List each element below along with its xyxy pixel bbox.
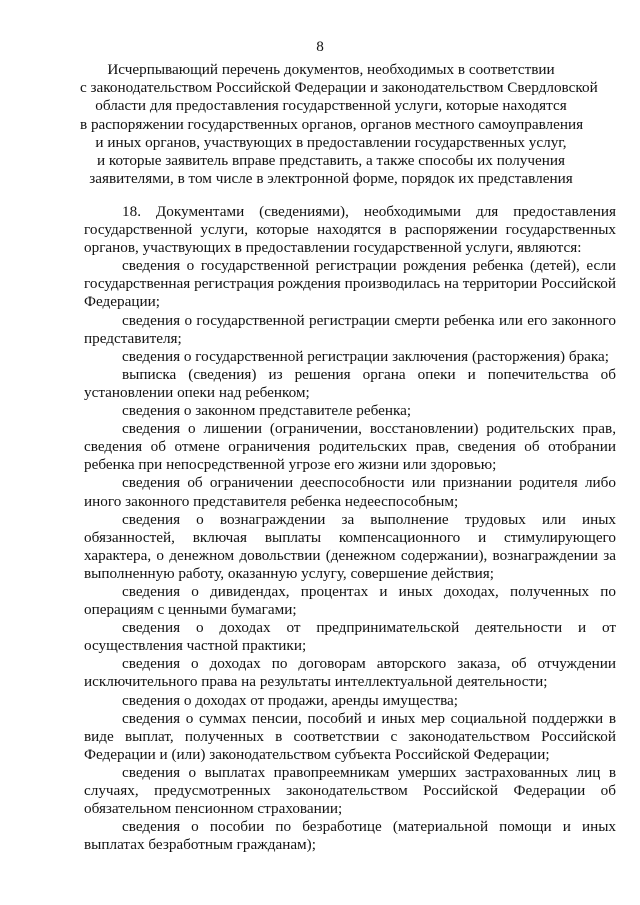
- heading-line: заявителями, в том числе в электронной форме, порядок их представления: [89, 170, 573, 188]
- heading-line: в распоряжении государственных органов, органов местного самоуправления: [80, 115, 584, 133]
- list-item-guardianship-extract: выписка (сведения) из решения органа опеки и попечительства об установлении опеки над ребенком;: [84, 365, 616, 401]
- heading-line: и иных органов, участвующих в предоставлении государственных услуг,: [95, 133, 567, 151]
- list-item-parental-rights: сведения о лишении (ограничении, восстановлении) родительских прав, сведения об отмене ограничения родительских прав, сведения об отобрании ребенка при непосредственной угрозе его жизни или здоровью;: [84, 420, 616, 474]
- list-item-legal-representative: сведения о законном представителе ребенка;: [122, 402, 412, 420]
- list-item-remuneration: сведения о вознаграждении за выполнение трудовых или иных обязанностей, включая выплаты компенсационного и стимулирующего характера, о денежном довольствии (денежном содержании), вознаграждении за выполненную работу, оказанную услугу, совершение действия;: [84, 510, 616, 582]
- list-item-copyright-income: сведения о доходах по договорам авторского заказа, об отчуждении исключительного права на результаты интеллектуальной деятельности;: [84, 655, 616, 691]
- section-heading: [80, 61, 598, 188]
- list-item-business-income: сведения о доходах от предпринимательской деятельности и от осуществления частной практики;: [84, 619, 616, 655]
- list-item-unemployment-benefit: сведения о пособии по безработице (материальной помощи и иных выплатах безработным гражданам);: [84, 818, 616, 854]
- list-item-legal-capacity: сведения об ограничении дееспособности или признании родителя либо иного законного представителя ребенка недееспособным;: [84, 474, 616, 510]
- document-body: [84, 203, 616, 854]
- heading-line: Исчерпывающий перечень документов, необходимых в соответствии: [107, 61, 555, 78]
- list-item-pensions-benefits: сведения о суммах пенсии, пособий и иных мер социальной поддержки в виде выплат, полученных в соответствии с законодательством Российской Федерации и (или) законодательством субъекта Российской Федерации;: [84, 709, 616, 763]
- heading-line: с законодательством Российской Федерации и законодательством Свердловской: [80, 79, 598, 97]
- page-number: 8: [316, 38, 324, 55]
- list-item-death-registration: сведения о государственной регистрации смерти ребенка или его законного представителя;: [84, 311, 616, 347]
- list-item-marriage-registration: сведения о государственной регистрации заключения (расторжения) брака;: [122, 347, 610, 365]
- paragraph-18-intro: 18. Документами (сведениями), необходимыми для предоставления государственной услуги, которые находятся в распоряжении государственных органов, участвующих в предоставлении государственной услуги, являются:: [84, 203, 616, 257]
- list-item-property-income: сведения о доходах от продажи, аренды имущества;: [122, 691, 459, 709]
- list-item-successor-payments: сведения о выплатах правопреемникам умерших застрахованных лиц в случаях, предусмотренных законодательством Российской Федерации об обязательном пенсионном страховании;: [84, 763, 616, 818]
- list-item-birth-registration: сведения о государственной регистрации рождения ребенка (детей), если государственная регистрация рождения производилась на территории Российской Федерации;: [84, 257, 616, 311]
- heading-line: и которые заявитель вправе представить, а также способы их получения: [96, 152, 566, 170]
- list-item-dividends: сведения о дивидендах, процентах и иных доходах, полученных по операциям с ценными бумагами;: [84, 582, 616, 619]
- heading-line: области для предоставления государственной услуги, которые находятся: [95, 97, 567, 115]
